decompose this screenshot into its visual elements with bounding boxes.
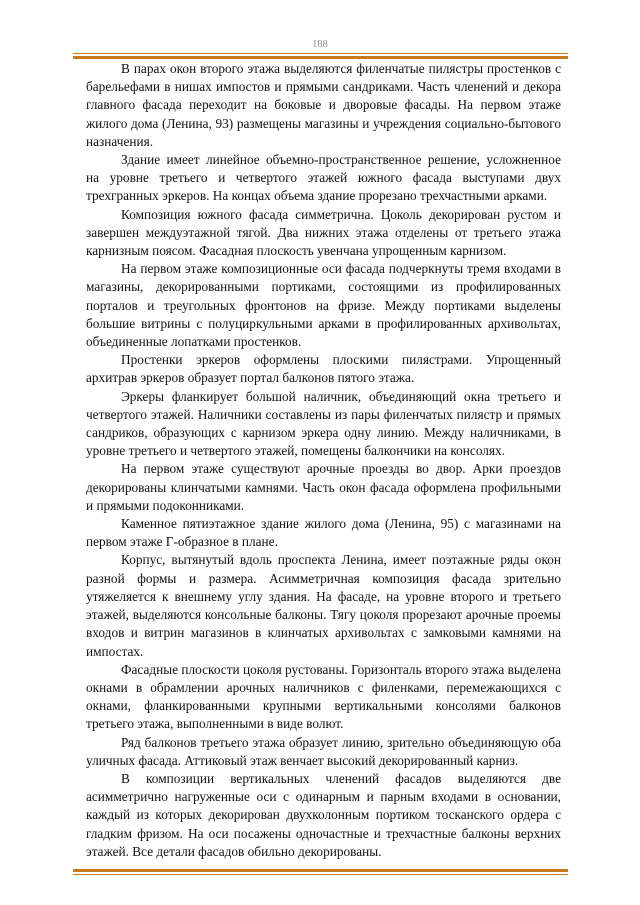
paragraph: В композиции вертикальных членений фасадов выделяются две асимметрично нагруженные оси с одинарным и парным входами в основании, каждый из которых декорирован двухколонным портиком тосканского ордера с гладким фризом. На оси посажены одночастные и трехчастные балконы верхних этажей. Все детали фасадов обильно декорированы. <box>86 770 561 859</box>
page-number: 188 <box>312 39 328 50</box>
paragraph: В парах окон второго этажа выделяются филенчатые пилястры простенков с барельефами в нишах импостов и прямыми сандриками. Часть членений и декора главного фасада переходит на боковые и дворовые фасады. На первом этаже жилого дома (Ленина, 93) размещены магазины и учреждения социально-бытового назначения. <box>86 61 561 149</box>
paragraph: Здание имеет линейное объемно-пространственное решение, усложненное на уровне третьего и четвертого этажей южного фасада выступами двух трехгранных эркеров. На концах объема здание прорезано трехчастными арками. <box>86 152 561 204</box>
document-body <box>86 60 561 861</box>
paragraph: Эркеры фланкирует большой наличник, объединяющий окна третьего и четвертого этажей. Наличники составлены из пары филенчатых пилястр и прямых сандриков, образующих с карнизом эркера одну линию. Между наличниками, в уровне третьего и четвертого этажей, помещены балкончики на консолях. <box>86 388 561 459</box>
paragraph: На первом этаже существуют арочные проезды во двор. Арки проездов декорированы клинчатыми камнями. Часть окон фасада оформлена профильными и прямыми подоконниками. <box>86 461 561 513</box>
paragraph: На первом этаже композиционные оси фасада подчеркнуты тремя входами в магазины, декорированными портиками, состоящими из профилированных порталов и треугольных фронтонов на фризе. Между портиками выделены большие витрины с полуциркульными арками в профилированных архивольтах, объединенные лопатками простенков. <box>86 261 561 350</box>
paragraph: Ряд балконов третьего этажа образует линию, зрительно объединяющую оба уличных фасада. Аттиковый этаж венчает высокий декорированный карниз. <box>86 734 561 768</box>
paragraph: Композиция южного фасада симметрична. Цоколь декорирован рустом и завершен междуэтажной тягой. Два нижних этажа отделены от третьего этажа карнизным поясом. Фасадная плоскость увенчана упрощенным карнизом. <box>86 206 561 259</box>
footer-rule <box>73 869 568 875</box>
paragraph: Фасадные плоскости цоколя рустованы. Горизонталь второго этажа выделена окнами в обрамлении арочных наличников с филенками, перемежающихся с окнами, фланкированными крупными вертикальными консолями балконов третьего этажа, выполненными в виде волют. <box>86 661 562 732</box>
paragraph: Каменное пятиэтажное здание жилого дома (Ленина, 95) с магазинами на первом этаже Г-образное в плане. <box>86 516 561 550</box>
header-rule <box>73 53 568 59</box>
paragraph: Корпус, вытянутый вдоль проспекта Ленина, имеет поэтажные ряды окон разной формы и размера. Асимметричная композиция фасада зрительно утяжеляется к внешнему углу здания. На фасаде, на уровне второго и третьего этажей, выделяются консольные балконы. Тягу цоколя прорезают арочные проемы входов и витрин магазинов в клинчатых архивольтах с замковыми камнями на импостах. <box>86 552 561 659</box>
paragraph: Простенки эркеров оформлены плоскими пилястрами. Упрощенный архитрав эркеров образует портал балконов пятого этажа. <box>86 352 561 386</box>
